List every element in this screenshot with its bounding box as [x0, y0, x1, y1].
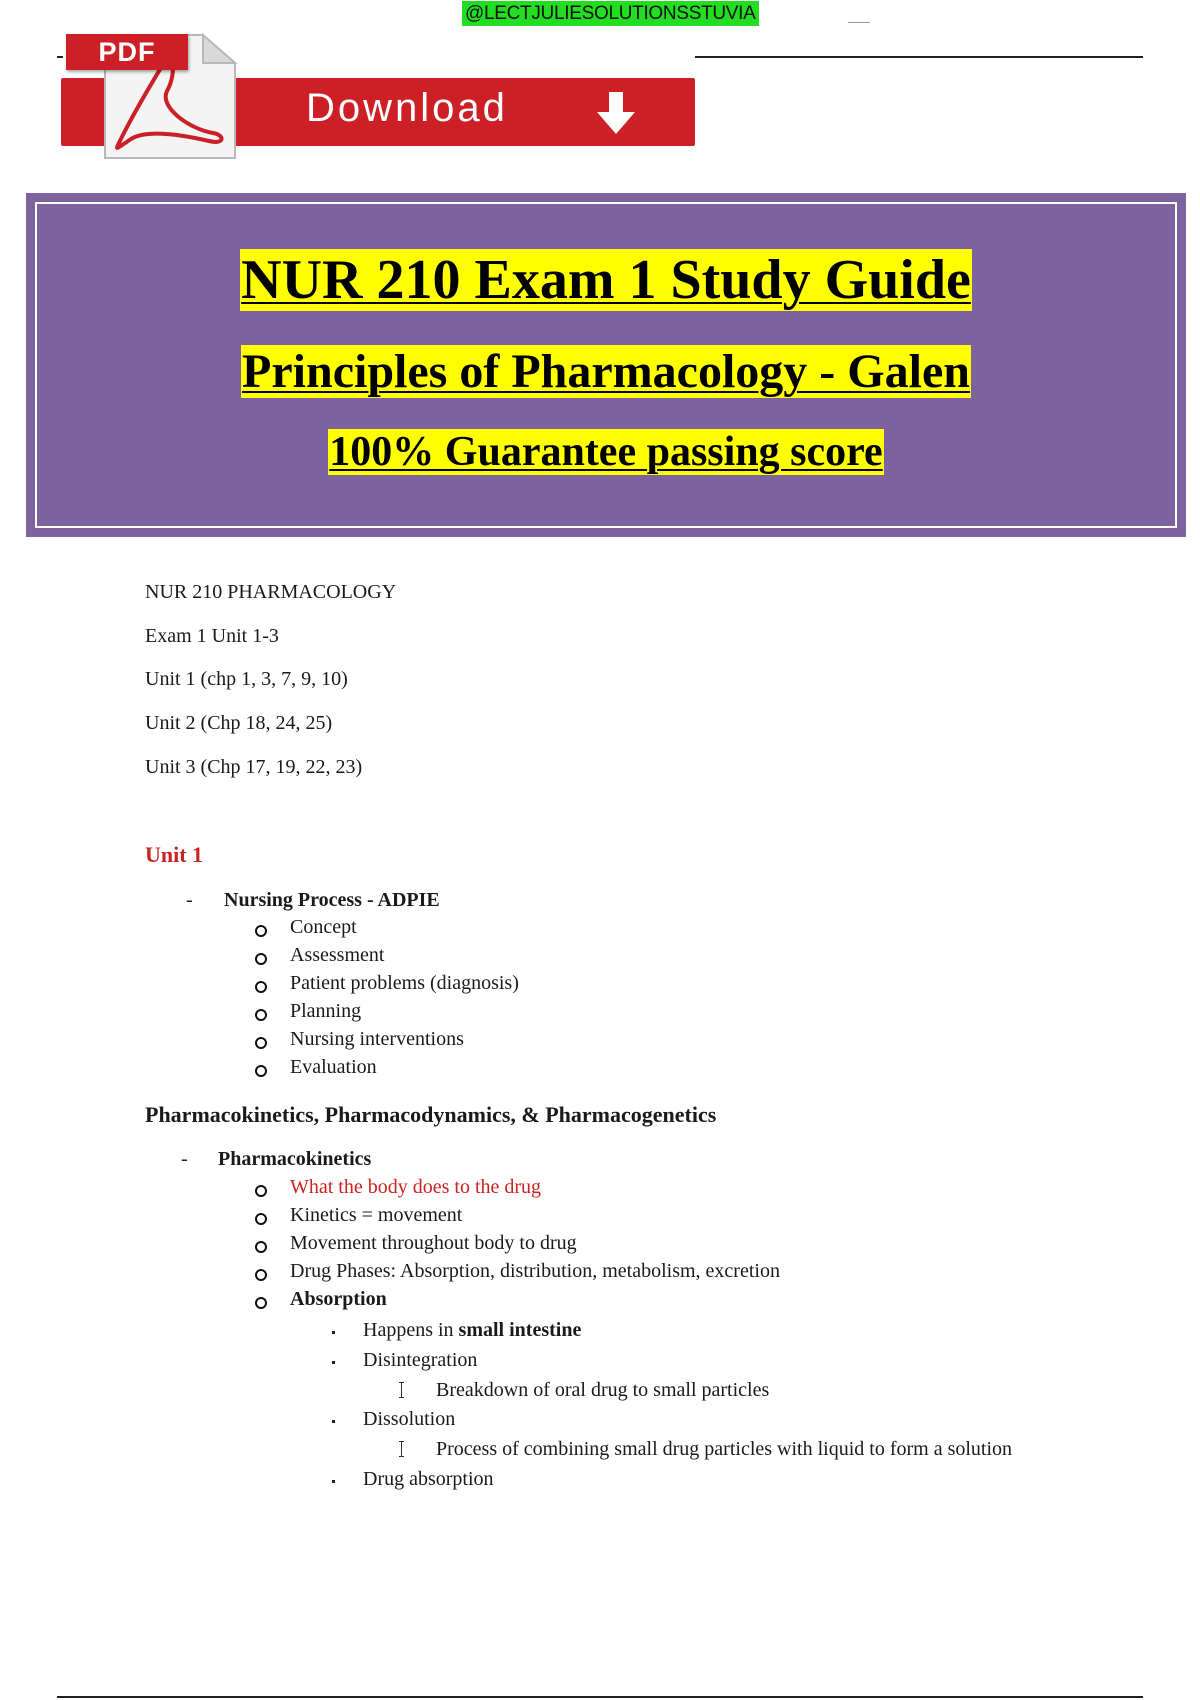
circle-bullet-icon	[255, 1185, 267, 1197]
dash-bullet: -	[181, 1148, 188, 1170]
circle-bullet-icon	[255, 1213, 267, 1225]
circle-bullet-icon	[255, 1009, 267, 1021]
circle-bullet-icon	[255, 953, 267, 965]
list-item: Patient problems (diagnosis)	[290, 972, 519, 994]
list-item: Dissolution	[363, 1408, 456, 1430]
unit1-heading: Unit 1	[145, 842, 204, 867]
circle-bullet-icon	[255, 1065, 267, 1077]
circle-bullet-icon	[255, 1241, 267, 1253]
pdf-badge: PDF	[66, 34, 188, 70]
list-item: Assessment	[290, 944, 385, 966]
header-tick	[848, 22, 870, 23]
list-item: Disintegration	[363, 1349, 478, 1371]
circle-bullet-icon	[255, 1037, 267, 1049]
title-box-border	[35, 202, 1177, 528]
square-bullet-icon	[332, 1361, 335, 1364]
pharmacokinetics-title: Pharmacokinetics	[218, 1148, 372, 1170]
square-bullet-icon	[332, 1420, 335, 1423]
list-item: Planning	[290, 1000, 362, 1022]
list-item: Process of combining small drug particles with liquid to form a solution	[436, 1438, 1013, 1460]
download-label: Download	[306, 86, 508, 130]
unit3-chapters: Unit 3 (Chp 17, 19, 22, 23)	[145, 756, 363, 778]
list-item: Absorption	[290, 1288, 387, 1310]
list-item: Breakdown of oral drug to small particles	[436, 1379, 770, 1401]
list-item: Kinetics = movement	[290, 1204, 463, 1226]
bar-bullet-icon	[401, 1382, 402, 1398]
circle-bullet-icon	[255, 925, 267, 937]
download-arrow-icon	[591, 88, 641, 138]
bar-bullet-icon	[401, 1441, 402, 1457]
nursing-process-title: Nursing Process - ADPIE	[224, 889, 440, 911]
list-item: Concept	[290, 916, 357, 938]
dash-bullet: -	[186, 889, 193, 911]
list-item: Happens in small intestine	[363, 1319, 582, 1341]
watermark-label: @LECTJULIESOLUTIONSSTUVIA	[462, 1, 759, 26]
unit2-chapters: Unit 2 (Chp 18, 24, 25)	[145, 712, 333, 734]
list-item: Drug absorption	[363, 1468, 494, 1490]
unit1-chapters: Unit 1 (chp 1, 3, 7, 9, 10)	[145, 668, 348, 690]
exam-units: Exam 1 Unit 1-3	[145, 625, 279, 647]
list-item: Nursing interventions	[290, 1028, 464, 1050]
section-heading: Pharmacokinetics, Pharmacodynamics, & Pharmacogenetics	[145, 1102, 717, 1127]
circle-bullet-icon	[255, 981, 267, 993]
footer-rule	[57, 1696, 1143, 1698]
circle-bullet-icon	[255, 1297, 267, 1309]
list-item: Movement throughout body to drug	[290, 1232, 577, 1254]
title-line-1: NUR 210 Exam 1 Study Guide	[241, 249, 971, 311]
list-item: Drug Phases: Absorption, distribution, metabolism, excretion	[290, 1260, 780, 1282]
header-rule-left	[57, 56, 63, 58]
square-bullet-icon	[332, 1331, 335, 1334]
circle-bullet-icon	[255, 1269, 267, 1281]
title-line-3: 100% Guarantee passing score	[329, 429, 883, 475]
list-item: Evaluation	[290, 1056, 377, 1078]
square-bullet-icon	[332, 1480, 335, 1483]
title-line-2: Principles of Pharmacology - Galen	[242, 345, 970, 398]
title-box	[26, 193, 1186, 537]
course-name: NUR 210 PHARMACOLOGY	[145, 581, 397, 603]
list-item: What the body does to the drug	[290, 1176, 542, 1198]
header-rule-right	[695, 56, 1143, 58]
